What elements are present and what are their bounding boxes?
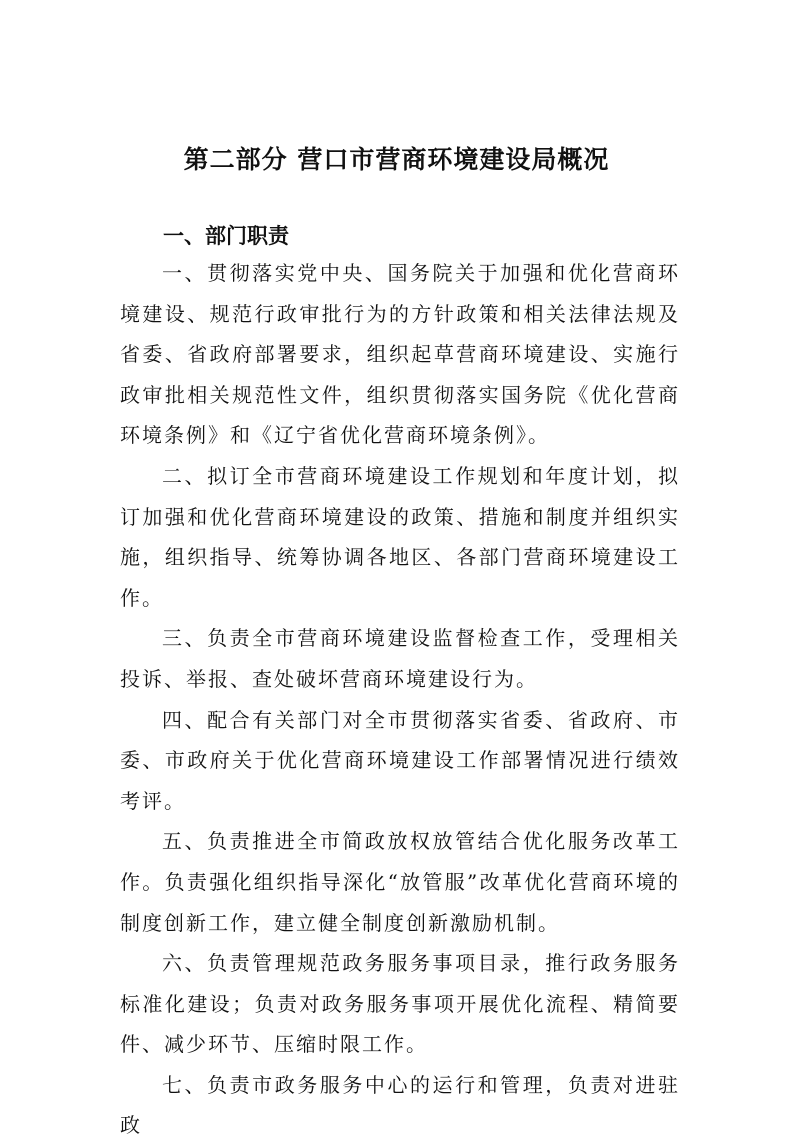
paragraph: 三、负责全市营商环境建设监督检查工作，受理相关投诉、举报、查处破坏营商环境建设行为。	[120, 626, 680, 691]
section-heading: 一、部门职责	[163, 224, 289, 248]
page-title: 第二部分 营口市营商环境建设局概况	[183, 145, 610, 174]
paragraph: 一、贯彻落实党中央、国务院关于加强和优化营商环境建设、规范行政审批行为的方针政策和相关法律法规及省委、省政府部署要求，组织起草营商环境建设、实施行政审批相关规范性文件，组织贯彻落实国务院《优化营商环境条例》和《辽宁省优化营商环境条例》。	[120, 261, 680, 448]
paragraph: 二、拟订全市营商环境建设工作规划和年度计划，拟订加强和优化营商环境建设的政策、措施和制度并组织实施，组织指导、统筹协调各地区、各部门营商环境建设工作。	[120, 463, 680, 610]
paragraph: 六、负责管理规范政务服务事项目录，推行政务服务标准化建设；负责对政务服务事项开展优化流程、精简要件、减少环节、压缩时限工作。	[120, 951, 680, 1057]
paragraph: 四、配合有关部门对全市贯彻落实省委、省政府、市委、市政府关于优化营商环境建设工作部署情况进行绩效考评。	[120, 707, 680, 813]
document-body	[120, 253, 680, 1146]
paragraph: 七、负责市政务服务中心的运行和管理，负责对进驻政	[120, 1072, 680, 1138]
paragraph: 五、负责推进全市简政放权放管结合优化服务改革工作。负责强化组织指导深化“放管服”改革优化营商环境的制度创新工作，建立健全制度创新激励机制。	[120, 829, 680, 935]
